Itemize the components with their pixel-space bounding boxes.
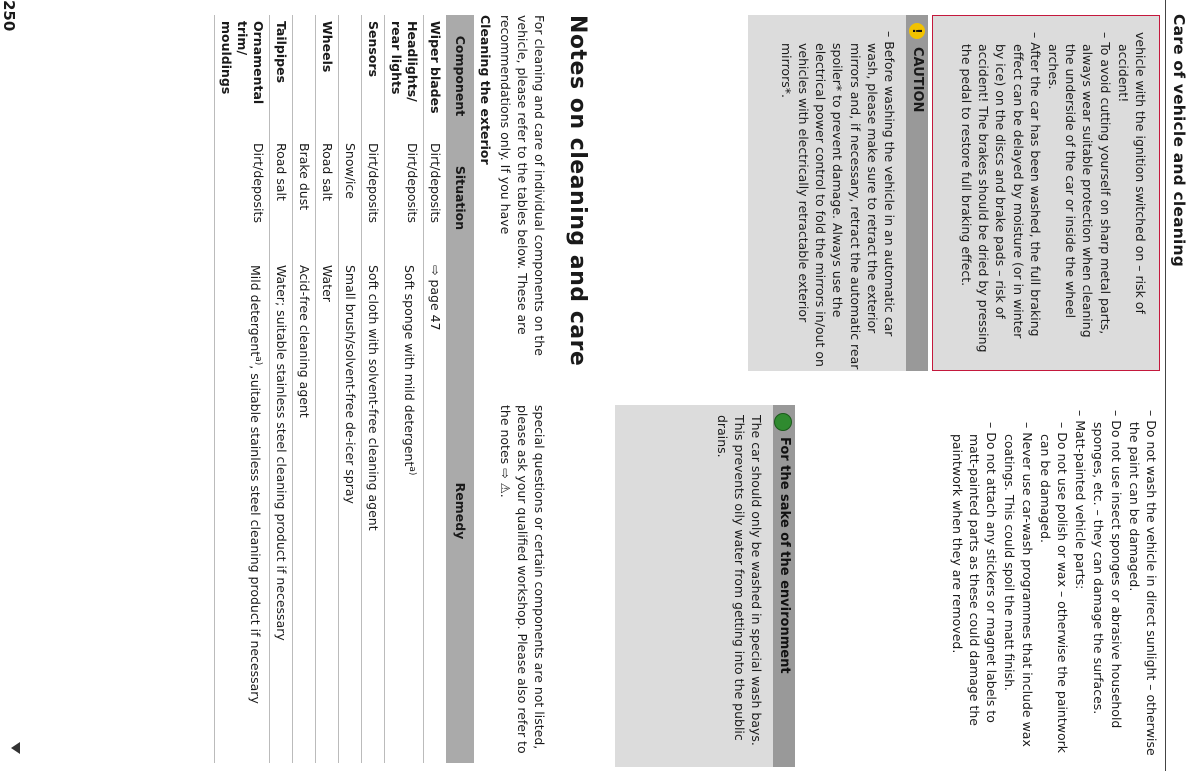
component-cell xyxy=(293,15,316,137)
warning-icon: ! xyxy=(909,23,925,39)
continue-arrow-icon xyxy=(11,742,20,754)
cleaning-table xyxy=(214,15,474,763)
caution-line: – After the car has been washed, the full braking effect can be delayed by moisture (or in winter by ice) on the discs and brake pads – risk of accident! The brakes should be dried by pressing the pedal to restore full braking effect. xyxy=(958,32,1043,353)
table-row xyxy=(385,15,424,763)
situation-cell: Dirt/deposits xyxy=(424,137,447,259)
environment-box-title: For the sake of the environment xyxy=(777,437,792,674)
environment-icon xyxy=(774,413,792,431)
intro-text-left: For cleaning and care of individual components on the vehicle, please refer to the tables below. These are recommendations only. If you have xyxy=(497,15,547,356)
table-row xyxy=(293,15,316,763)
intro-text-right: special questions or certain components are not listed, please ask your qualified workshop. Please also refer to the notes ⇨ ⚠. xyxy=(497,405,547,754)
page-header-title: Care of vehicle and cleaning xyxy=(1170,14,1188,268)
table-header: Component xyxy=(446,15,474,137)
caution-notice-text: – Before washing the vehicle in an automatic car wash, please make sure to retract the exterior mirrors and, if necessary, retract the automatic rear spoiler* to prevent damage. Always use the electrical power control to fold the mirrors in/out on vehicles with electrically retractable exterior mirrors*. xyxy=(778,31,897,370)
situation-cell: Dirt/deposits xyxy=(215,137,270,259)
remedy-cell: Small brush/solvent-free de-icer spray xyxy=(339,259,362,763)
situation-cell: Road salt xyxy=(270,137,293,259)
remedy-cell: Soft sponge with mild detergent$^{a)}$ xyxy=(385,259,424,763)
component-cell: Wiper blades xyxy=(424,15,447,137)
situation-cell: Road salt xyxy=(316,137,339,259)
component-cell: Headlights/ rear lights xyxy=(385,15,424,137)
bullet-subitem: – Do not attach any stickers or magnet labels to matt-painted parts as these could damage the paintwork when they are removed. xyxy=(949,422,1000,726)
situation-cell: Snow/ice xyxy=(339,137,362,259)
component-cell: Wheels xyxy=(316,15,339,137)
remedy-cell: Water xyxy=(316,259,339,763)
caution-line: – To avoid cutting yourself on sharp metal parts, always wear suitable protection when cleaning the underside of the car or inside the wheel arches. xyxy=(1045,32,1113,338)
table-row xyxy=(424,15,447,763)
caution-box-body xyxy=(933,16,1159,370)
bullet-item: – Matt-painted vehicle parts: xyxy=(1073,410,1089,590)
environment-box-text: The car should only be washed in special wash bays. This prevents oily water from getting into the public drains. xyxy=(714,415,764,746)
table-row xyxy=(270,15,293,763)
section-heading: Notes on cleaning and care xyxy=(565,15,590,367)
remedy-cell: Soft cloth with solvent-free cleaning agent xyxy=(362,259,385,763)
component-cell xyxy=(339,15,362,137)
bullet-subitem: – Do not use polish or wax – otherwise the paintwork can be damaged. xyxy=(1037,422,1070,753)
remedy-cell: ⇨ page 47 xyxy=(424,259,447,763)
table-caption: Cleaning the exterior xyxy=(478,15,493,165)
table-header: Remedy xyxy=(446,259,474,763)
situation-cell: Dirt/deposits xyxy=(362,137,385,259)
bullet-subitem: – Never use car-wash programmes that include wax coatings. This could spoil the matt finish. xyxy=(1002,422,1035,747)
bullet-item: – Do not wash the vehicle in direct sunlight – otherwise the paint can be damaged. xyxy=(1126,410,1159,756)
table-body xyxy=(215,15,447,763)
table-row xyxy=(362,15,385,763)
component-cell: Tailpipes xyxy=(270,15,293,137)
caution-box xyxy=(932,15,1160,371)
table-header: Situation xyxy=(446,137,474,259)
remedy-cell: Acid-free cleaning agent xyxy=(293,259,316,763)
environment-box-header xyxy=(773,405,795,767)
table-row xyxy=(215,15,270,763)
situation-cell: Dirt/deposits xyxy=(385,137,424,259)
remedy-cell: Mild detergent$^{a)}$, suitable stainless steel cleaning product if necessary xyxy=(215,259,270,763)
remedy-cell: Water; suitable stainless steel cleaning product if necessary xyxy=(270,259,293,763)
table-row xyxy=(339,15,362,763)
bullet-item: – Do not use insect sponges or abrasive household sponges, etc. – they can damage the surfaces. xyxy=(1091,410,1124,729)
caution-notice-title: CAUTION xyxy=(910,47,925,113)
page-number: 250 xyxy=(0,0,18,32)
header-divider xyxy=(1165,0,1166,771)
caution-notice-header xyxy=(906,15,928,371)
component-cell: Sensors xyxy=(362,15,385,137)
caution-notice-box xyxy=(748,15,928,371)
right-column-bullets xyxy=(948,410,1160,760)
caution-line: vehicle with the ignition switched on – risk of accident! xyxy=(1115,32,1148,314)
component-cell: Ornamental trim/ mouldings xyxy=(215,15,270,137)
caution-bullets xyxy=(957,32,1149,354)
environment-box xyxy=(615,405,795,767)
table-header-row xyxy=(446,15,474,763)
situation-cell: Brake dust xyxy=(293,137,316,259)
table-row xyxy=(316,15,339,763)
